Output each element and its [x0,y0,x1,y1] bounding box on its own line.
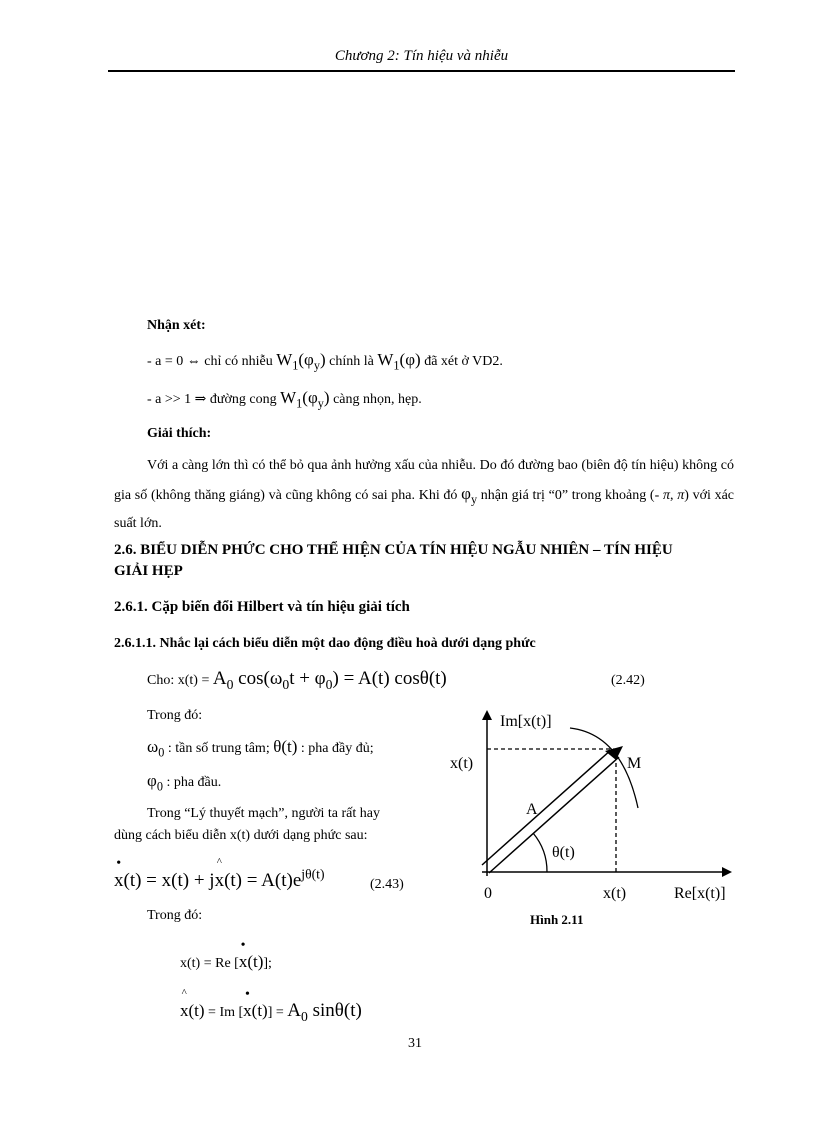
y-tick-label: x(t) [450,755,474,772]
section-heading-2-6-1: 2.6.1. Cặp biến đổi Hilbert và tín hiệu giải tích [114,599,410,615]
remark-line-2: - a >> 1 ⇒ đường cong $W_1(\varphi_y)$ càng nhọn, hẹp. [147,388,422,411]
real-part-equation: x(t) = Re [x • (t)]; [180,938,272,971]
phi-definition: $\varphi_0$ : pha đầu. [147,771,222,794]
x-tick-label: x(t) [603,885,627,902]
figure-2-11 [440,700,740,940]
explanation-title: Giải thích: [147,426,212,441]
remark-title: Nhận xét: [147,318,206,333]
section-heading-2-6-1-1: 2.6.1.1. Nhắc lại cách biểu diễn một dao động điều hoà dưới dạng phức [114,636,536,651]
circuit-text-line-2: dùng cách biểu diễn x(t) dưới dạng phức sau: [114,828,368,843]
page-header: Chương 2: Tín hiệu và nhiễu [334,48,509,64]
section-heading-2-6: 2.6. BIỂU DIỄN PHỨC CHO THỂ HIỆN CỦA TÍN HIỆU NGẪU NHIÊN – TÍN HIỆU GIẢI HẸP [114,542,673,579]
figure-caption: Hình 2.11 [530,912,584,927]
x-axis-label: Re[x(t)] [674,885,726,902]
equation-2-42-number: (2.42) [611,673,645,688]
equation-2-42: Cho: $x(t) = A_0$ $\cos(\omega_0t + \varphi_0) = A(t)$ cosθ(t) [147,668,447,692]
where-title-1: Trong đó: [147,708,203,723]
angle-arc [533,833,547,872]
imag-part-equation: x ^ (t) = Im [x • $(t)] = A_0$ sinθ(t) [180,987,362,1024]
equation-2-43-number: (2.43) [370,877,404,892]
vector-a-label: A [526,801,538,818]
omega-definition: $\omega_0$ : tần số trung tâm; θ(t) : pha đầy đủ; [147,737,374,760]
y-axis-label: Im[x(t)] [500,713,552,730]
where-title-2: Trong đó: [147,908,203,923]
header-rule [108,70,735,72]
remark-line-1: - a = 0 ⇔ chỉ có nhiễu $W_1(\varphi_y)$ chính là $W_1(\varphi)$ đã xét ở VD2. [147,350,503,373]
equation-2-43: x • (t) = x(t) + jx ^ $(t) = A(t)e^{j\theta(t)}$ [114,856,325,891]
explanation-paragraph: Với a càng lớn thì có thể bỏ qua ảnh hưởng xấu của nhiễu. Do đó đường bao (biên độ tín hiệu) không có gia số (không thăng giáng) và cũng không có sai pha. Khi đó $\varphi_y$ nhận giá trị “0” trong khoảng (- π, π) với xác suất lớn. [114,458,734,531]
point-m-label: M [627,755,642,772]
origin-label: 0 [484,885,492,902]
vector-a-line-1 [482,749,612,865]
circuit-text-line-1: Trong “Lý thuyết mạch”, người ta rất hay [147,806,380,821]
angle-label: θ(t) [552,844,575,861]
page-number: 31 [408,1036,422,1051]
vector-arrowhead [605,746,623,760]
